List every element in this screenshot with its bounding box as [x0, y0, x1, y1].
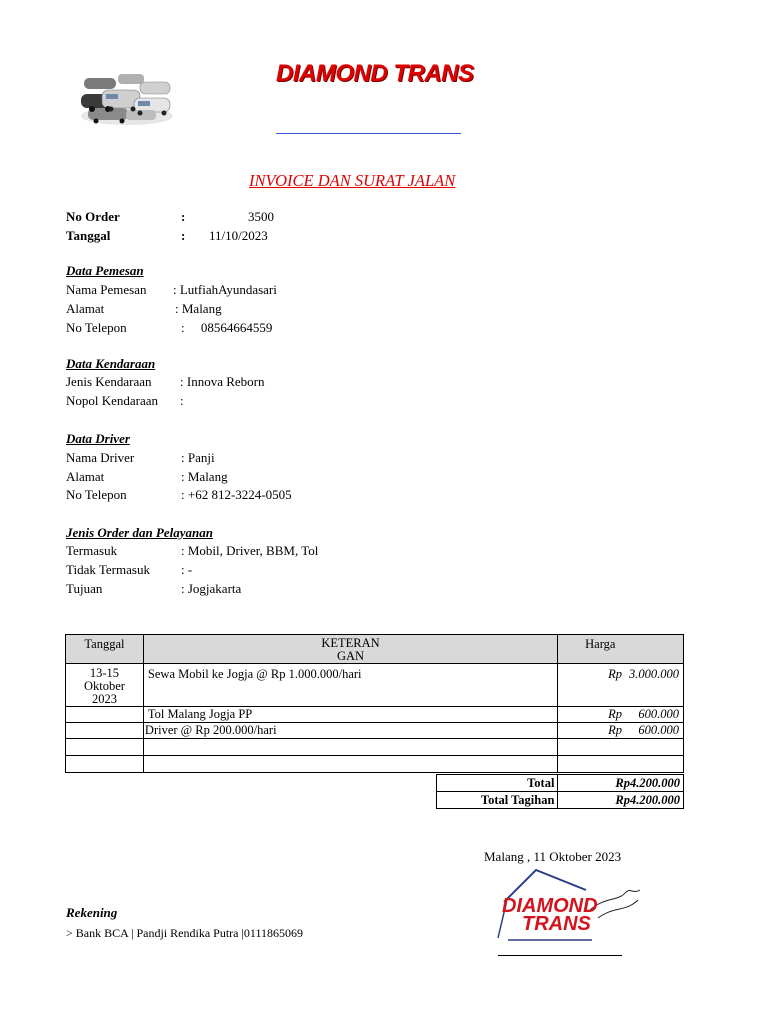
total-tagihan-label: Total Tagihan — [437, 792, 558, 809]
row-date — [66, 723, 144, 739]
vehicle-type-value: : Innova Reborn — [180, 374, 265, 389]
pemesan-address-value: : Malang — [175, 301, 222, 316]
col-header-keterangan-line1: KETERAN — [321, 636, 380, 650]
col-header-keterangan-line2: GAN — [336, 649, 365, 663]
brand-name: DIAMOND TRANS — [276, 60, 474, 87]
stamp-line1: DIAMOND — [502, 895, 598, 917]
row-price-amount: 600.000 — [638, 723, 679, 737]
total-tagihan-value: Rp4.200.000 — [558, 792, 684, 809]
col-header-tanggal-text: Tanggal — [84, 637, 125, 651]
row-date-line1: 13-15 — [89, 666, 120, 680]
vehicle-type-label: Jenis Kendaraan — [66, 374, 152, 389]
place-date: Malang , 11 Oktober 2023 — [484, 849, 622, 864]
destination-value: : Jogjakarta — [181, 581, 242, 596]
table-row — [66, 707, 684, 723]
document-title: INVOICE DAN SURAT JALAN — [249, 171, 456, 190]
section-heading-pemesan: Data Pemesan — [66, 263, 144, 278]
vehicle-plate-label: Nopol Kendaraan — [66, 393, 159, 408]
driver-name-value: : Panji — [181, 450, 215, 465]
signature-line — [498, 955, 622, 956]
row-description: Driver @ Rp 200.000/hari — [143, 723, 557, 739]
driver-address-value: : Malang — [181, 469, 228, 484]
row-date — [66, 707, 144, 723]
driver-address-label: Alamat — [66, 469, 105, 484]
row-price-currency: Rp — [608, 667, 623, 681]
row-date — [66, 664, 144, 707]
pemesan-name-label: Nama Pemesan — [66, 282, 147, 297]
pemesan-phone-label: No Telepon — [66, 320, 127, 335]
cars-logo — [78, 64, 176, 128]
table-row — [66, 723, 684, 739]
invoice-table — [65, 634, 684, 773]
row-description: Tol Malang Jogja PP — [143, 707, 557, 723]
total-row — [437, 775, 684, 792]
table-row-empty — [66, 756, 684, 773]
included-value: : Mobil, Driver, BBM, Tol — [181, 543, 319, 558]
tanggal-value: 11/10/2023 — [209, 228, 268, 243]
row-price — [558, 664, 684, 707]
destination-label: Tujuan — [66, 581, 103, 596]
section-heading-kendaraan: Data Kendaraan — [66, 356, 156, 371]
row-description: Sewa Mobil ke Jogja @ Rp 1.000.000/hari — [143, 664, 557, 707]
row-price-amount: 600.000 — [638, 707, 679, 721]
table-header-row — [66, 635, 684, 664]
table-row — [66, 664, 684, 707]
driver-phone-label: No Telepon — [66, 487, 127, 502]
header-underline — [276, 133, 461, 134]
row-price-currency: Rp — [608, 707, 623, 721]
row-price — [558, 707, 684, 723]
section-heading-layanan: Jenis Order dan Pelayanan — [66, 525, 213, 540]
tanggal-label: Tanggal — [66, 228, 111, 243]
totals-table — [436, 774, 684, 809]
driver-name-label: Nama Driver — [66, 450, 135, 465]
excluded-label: Tidak Termasuk — [66, 562, 150, 577]
table-row-empty — [66, 739, 684, 756]
total-tagihan-row — [437, 792, 684, 809]
tanggal-sep: : — [181, 228, 186, 243]
no-order-value: 3500 — [248, 209, 274, 224]
col-header-harga-text: Harga — [585, 637, 616, 651]
vehicle-plate-value: : — [180, 393, 184, 408]
no-order-sep: : — [181, 209, 186, 224]
rekening-label: Rekening — [66, 905, 118, 920]
rekening-value: > Bank BCA | Pandji Rendika Putra |0111865069 — [66, 926, 304, 940]
company-stamp — [494, 866, 654, 942]
row-date-line3: 2023 — [91, 692, 117, 706]
section-heading-driver: Data Driver — [66, 431, 130, 446]
pemesan-name-value: : LutfiahAyundasari — [173, 282, 277, 297]
stamp-line2: TRANS — [522, 913, 591, 935]
col-header-tanggal — [66, 635, 144, 664]
col-header-harga — [558, 635, 684, 664]
total-value: Rp4.200.000 — [558, 775, 684, 792]
total-label: Total — [437, 775, 558, 792]
row-price-currency: Rp — [608, 723, 623, 737]
included-label: Termasuk — [66, 543, 118, 558]
row-date-line2: Oktober — [83, 679, 125, 693]
driver-phone-value: : +62 812-3224-0505 — [181, 487, 292, 502]
row-price-amount: 3.000.000 — [629, 667, 679, 681]
excluded-value: : - — [181, 562, 193, 577]
no-order-label: No Order — [66, 209, 120, 224]
col-header-keterangan — [143, 635, 557, 664]
pemesan-phone-value: : 08564664559 — [181, 320, 273, 335]
row-price — [558, 723, 684, 739]
pemesan-address-label: Alamat — [66, 301, 105, 316]
